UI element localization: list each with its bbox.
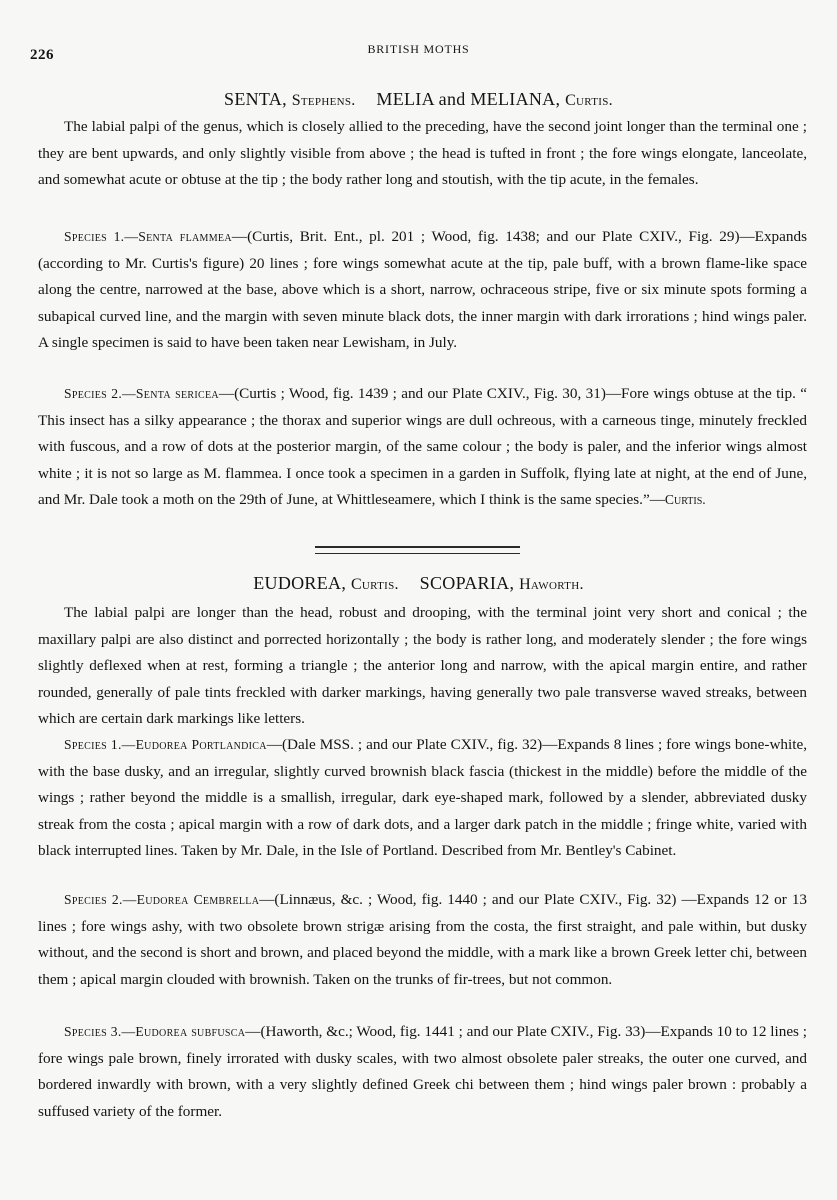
species-entry-senta-sericea: [38, 381, 807, 514]
species-entry-eudorea-subfusca: [38, 1019, 807, 1125]
species-entry-eudorea-portlandica: [38, 732, 807, 865]
species-label: Species 2.—Senta sericea: [64, 386, 219, 401]
synonym-names: MELIA and MELIANA,: [376, 89, 561, 109]
running-head: BRITISH MOTHS: [367, 42, 470, 56]
species-label: Species 1.—Eudorea Portlandica: [64, 737, 267, 752]
species-text: —(Dale MSS. ; and our Plate CXIV., fig. 32)—Expands 8 lines ; fore wings bone-white, with the base dusky, and an irregular, slightly curved brownish black fascia (thickest in the middle) before the middle of the wings ; rather beyond the middle is a smallish, irregular, dark eye-shaped mark, followed by a slender, abbreviated dusky streak from the costa ; apical margin with a row of dark dots, and a larger dark patch in the middle ; fringe white, varied with black interrupted lines. Taken by Mr. Dale, in the Isle of Portland. Described from Mr. Bentley's Cabinet.: [38, 736, 807, 859]
species-label: Species 3.—Eudorea subfusca: [64, 1024, 246, 1039]
genus-author: Curtis.: [350, 576, 399, 593]
synonym-names: SCOPARIA,: [419, 573, 515, 593]
genus-description-eudorea: The labial palpi are longer than the head, robust and drooping, with the terminal joint very short and conical ; the maxillary palpi are also distinct and porrected horizontally ; the body is rather long, and moderately slender ; the fore wings slightly deflexed when at rest, forming a triangle ; the anterior long and narrow, with the apical margin entire, and rather rounded, generally of pale tints freckled with darker markings, having generally two pale transverse waved streaks, between which are certain dark markings like letters.: [38, 604, 807, 727]
synonym-author: Haworth.: [519, 576, 584, 593]
species-text: —(Curtis, Brit. Ent., pl. 201 ; Wood, fig. 1438; and our Plate CXIV., Fig. 29)—Expands (according to Mr. Curtis's figure) 20 lines ; fore wings somewhat acute at the tip, pale buff, with a brown flame-like space along the centre, narrowed at the base, above which is a short, narrow, ochraceous stripe, five or six minute spots forming a subapical curved line, and the margin with seven minute black dots, the inner margin with dark irrorations ; hind wings paler. A single specimen is said to have been taken near Lewisham, in July.: [38, 228, 807, 351]
synonym-author: Curtis.: [565, 92, 613, 109]
species-entry-senta-flammea: [38, 224, 807, 357]
species-text: —(Curtis ; Wood, fig. 1439 ; and our Plate CXIV., Fig. 30, 31)—Fore wings obtuse at the tip. “ This insect has a silky appearance ; the thorax and superior wings are dull ochreous, with a carneous tinge, minutely freckled with fuscous, and a row of dots at the posterior margin, of the same colour ; the body is paler, and the inferior wings almost white ; it is not so large as M. flammea. I once took a specimen in a garden in Suffolk, flying late at night, at the end of June, and Mr. Dale took a moth on the 29th of June, at Whittleseamere, which I think is the same species.”—: [38, 385, 807, 508]
genus-author: Stephens.: [291, 92, 356, 109]
section-title-eudorea: [0, 573, 837, 594]
species-label: Species 2.—Eudorea Cembrella: [64, 892, 260, 907]
genus-name: SENTA,: [224, 89, 287, 109]
genus-name: EUDOREA,: [253, 573, 347, 593]
page-number: 226: [30, 47, 54, 63]
section-divider: [315, 546, 520, 554]
quote-attribution: Curtis.: [664, 492, 706, 507]
species-text: —(Linnæus, &c. ; Wood, fig. 1440 ; and our Plate CXIV., Fig. 32) —Expands 12 or 13 lines ; fore wings ashy, with two obsolete brown strigæ arising from the costa, the first straight, and pale within, but dusky without, and the second is short and brown, and placed beyond the middle, with a mark like a brown Greek letter chi, between them ; apical margin clouded with brownish. Taken on the trunks of fir-trees, but not common.: [38, 891, 808, 988]
species-label: Species 1.—Senta flammea: [64, 229, 232, 244]
section-title-senta: [0, 89, 837, 110]
species-text: —(Haworth, &c.; Wood, fig. 1441 ; and our Plate CXIV., Fig. 33)—Expands 10 to 12 lines ; fore wings pale brown, finely irrorated with dusky scales, with two almost obsolete paler streaks, the outer one curved, and bordered inwardly with brown, with a very slightly defined Greek chi between them ; hind wings paler brown : probably a suffused variety of the former.: [38, 1023, 808, 1120]
genus-description-senta: The labial palpi of the genus, which is closely allied to the preceding, have the second joint longer than the terminal one ; they are bent upwards, and only slightly visible from above ; the head is tufted in front ; the fore wings elongate, lanceolate, and somewhat acute or obtuse at the tip ; the body rather long and stoutish, with the tip acute, in the females.: [38, 118, 807, 188]
species-entry-eudorea-cembrella: [38, 887, 807, 993]
